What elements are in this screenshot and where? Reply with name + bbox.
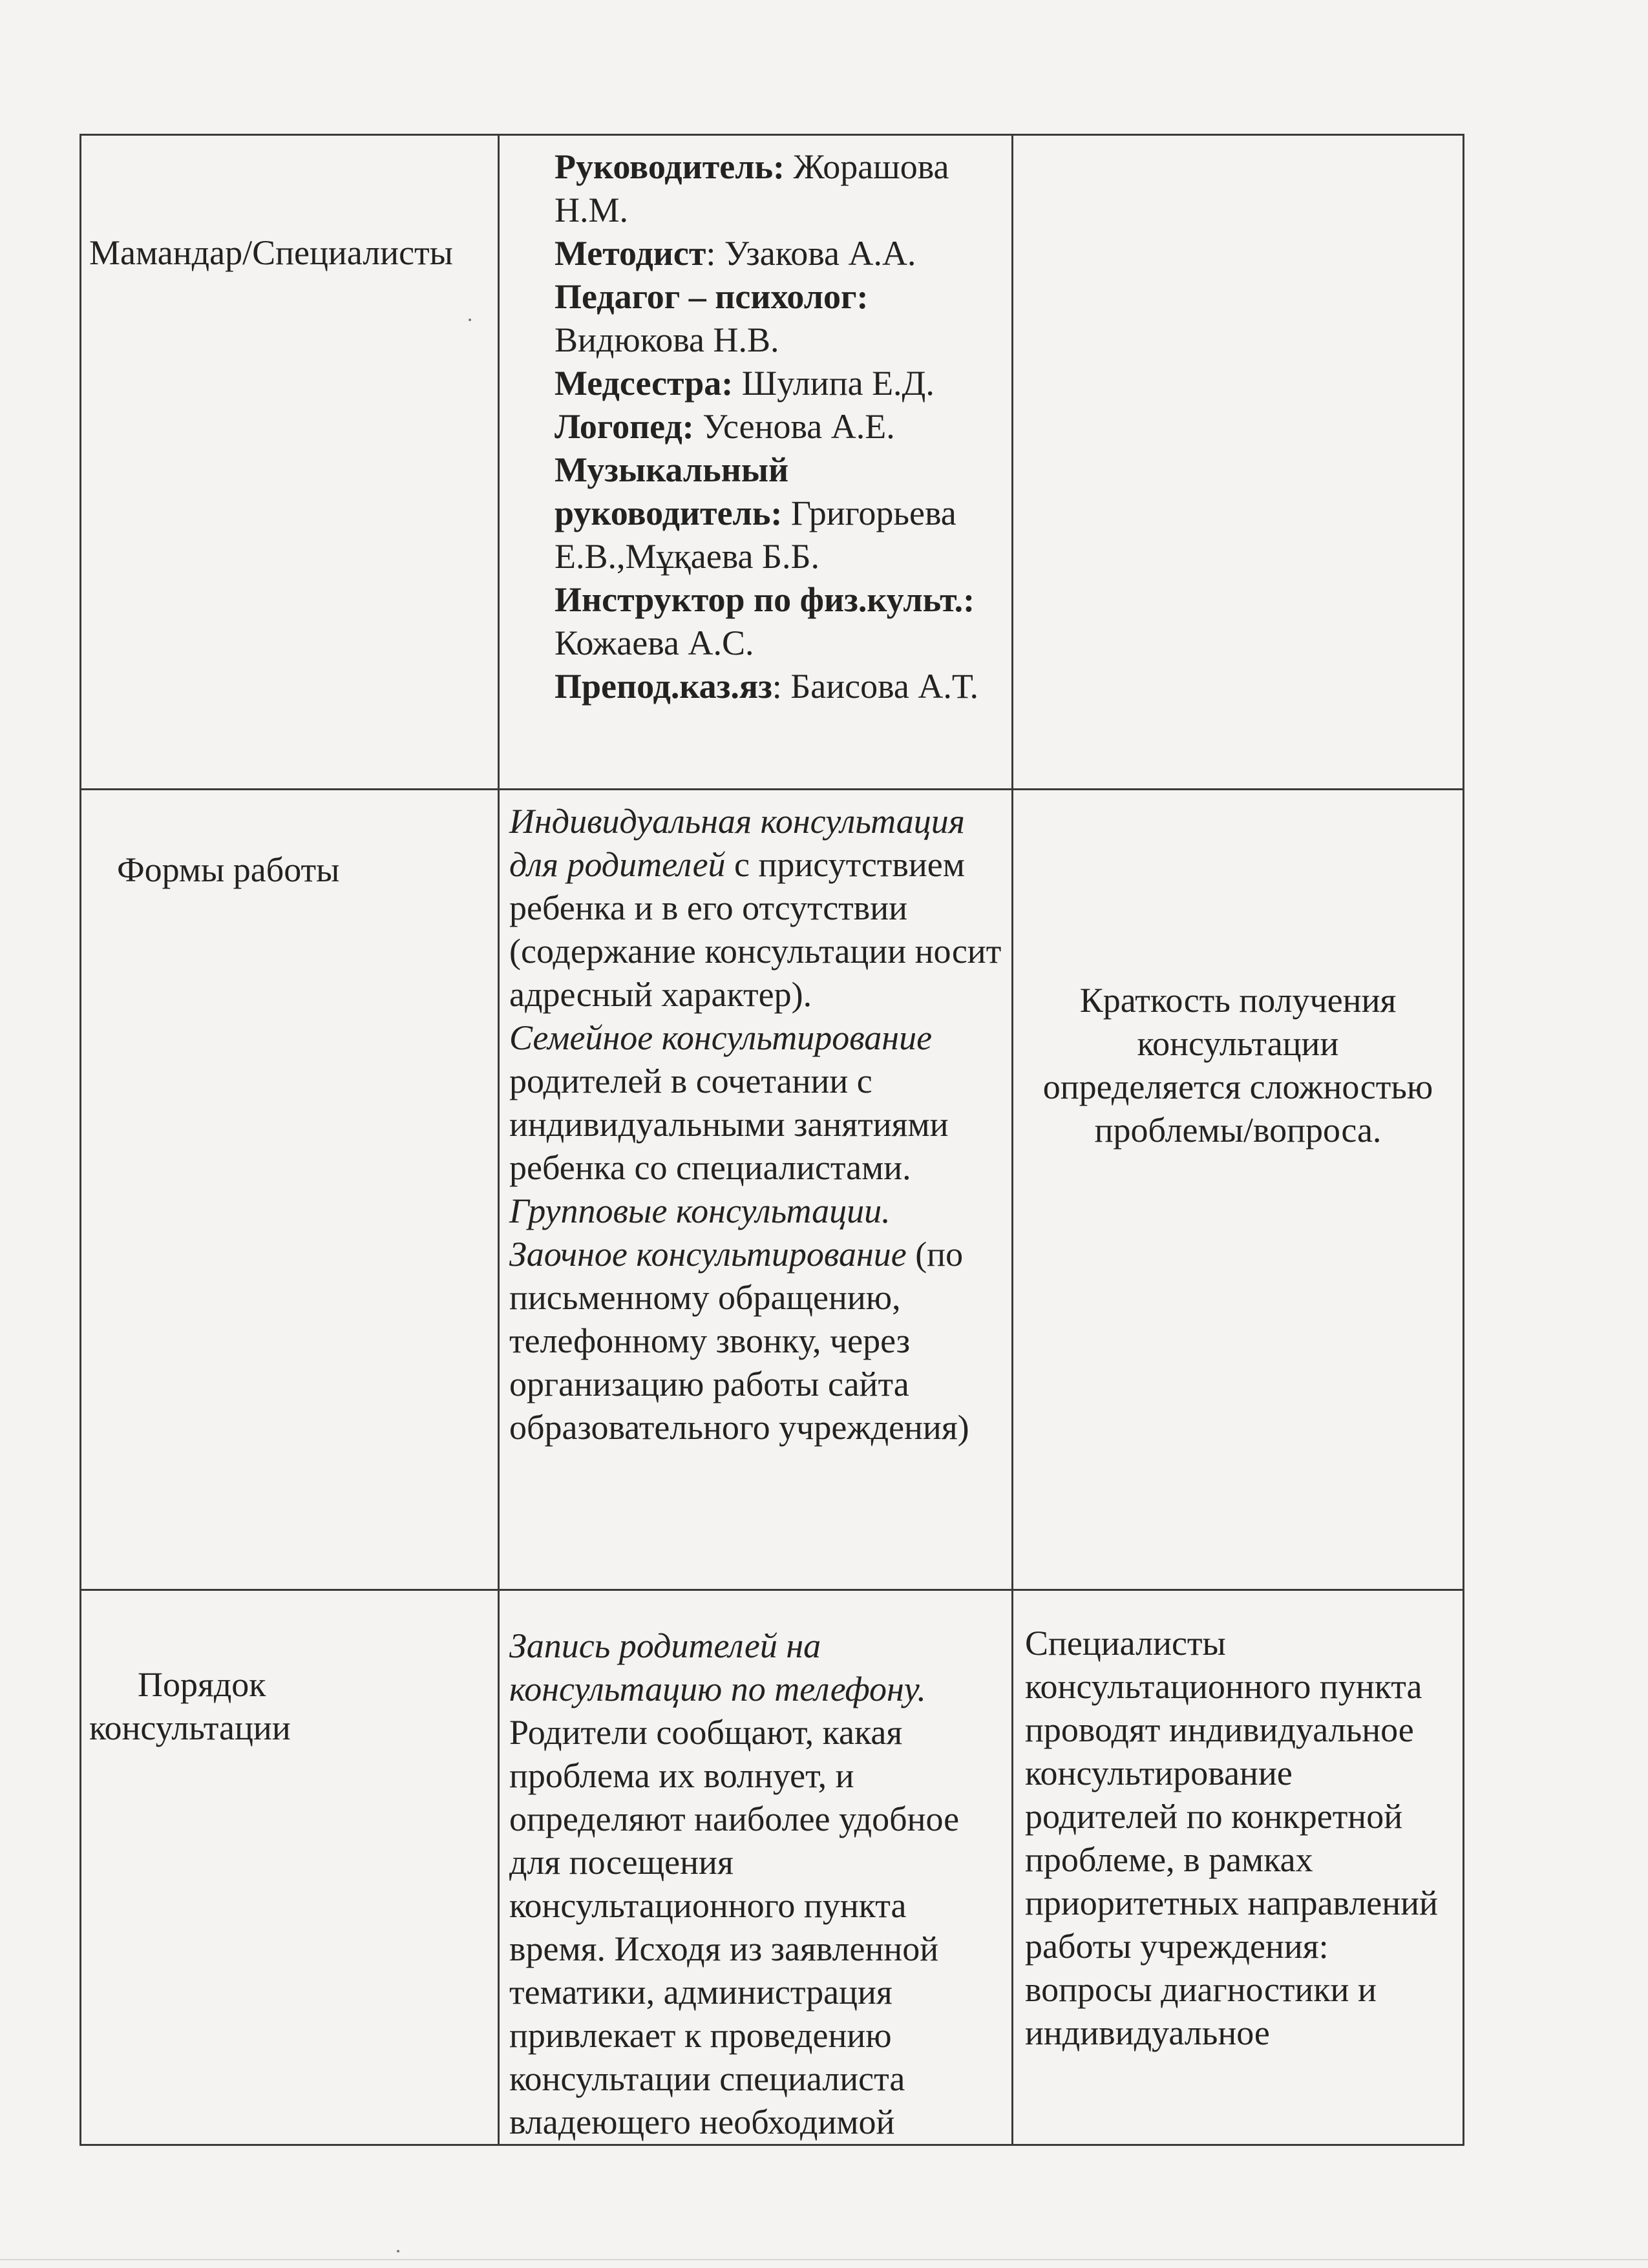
empty-cell	[1013, 135, 1464, 790]
page-edge	[0, 2259, 1648, 2260]
row-label-cell	[81, 790, 499, 1590]
specialist-entry: Логопед: Усенова А.Е.	[555, 407, 895, 446]
forms-list	[500, 790, 1011, 1449]
specialist-entry: Инструктор по физ.культ.: Кожаева А.С.	[555, 580, 975, 662]
row-label-cell	[81, 1590, 499, 2145]
scan-speck	[397, 2250, 399, 2252]
scan-speck	[469, 319, 471, 321]
form-item: Индивидуальная консультация для родителей с присутствием ребенка и в его отсутствии (содержание консультации носит адресный характер).	[509, 802, 1002, 1014]
table-row	[81, 1590, 1464, 2145]
form-item: Семейное консультирование родителей в сочетании с индивидуальными занятиями ребенка со специалистами.	[509, 1018, 949, 1187]
row-label: Мамандар/Специалисты	[89, 233, 453, 272]
specialists-note-cell	[1013, 1590, 1464, 2145]
consultation-table	[79, 134, 1464, 2146]
specialists-cell	[499, 135, 1013, 790]
specialist-entry: Медсестра: Шулипа Е.Д.	[555, 364, 935, 403]
specialists-note: Специалисты консультационного пункта проводят индивидуальное консультирование родителей по конкретной проблеме, в рамках приоритетных направлений работы учреждения: вопросы диагностики и индивидуальное	[1025, 1624, 1438, 2052]
row-label: Порядок консультации	[89, 1665, 291, 1747]
row-label-cell	[81, 135, 499, 790]
specialist-entry: Педагог – психолог: Видюкова Н.В.	[555, 277, 869, 359]
table-row	[81, 135, 1464, 790]
duration-note: Краткость получения консультации определяется сложностью проблемы/вопроса.	[1042, 981, 1433, 1150]
specialist-entry: Методист: Узакова А.А.	[555, 234, 916, 273]
order-text: Запись родителей на консультацию по телефону. Родители сообщают, какая проблема их волнует, и определяют наиболее удобное для посещения консультационного пункта время. Исходя из заявленной тематики, администрация привлекает к проведению консультации специалиста владеющего необходимой	[509, 1626, 960, 2141]
form-item: Групповые консультации.	[509, 1192, 891, 1230]
order-cell	[499, 1590, 1013, 2145]
note-cell	[1013, 790, 1464, 1590]
specialists-list	[500, 136, 1011, 708]
forms-cell	[499, 790, 1013, 1590]
row-label: Формы работы	[117, 850, 340, 889]
specialist-entry: Препод.каз.яз: Баисова А.Т.	[555, 667, 978, 706]
specialist-entry: Руководитель: Жорашова Н.М.	[555, 147, 949, 229]
specialist-entry: Музыкальный руководитель: Григорьева Е.В.,Мұқаева Б.Б.	[555, 450, 956, 576]
table-row	[81, 790, 1464, 1590]
form-item: Заочное консультирование (по письменному обращению, телефонному звонку, через организацию работы сайта образовательного учреждения)	[509, 1235, 969, 1447]
